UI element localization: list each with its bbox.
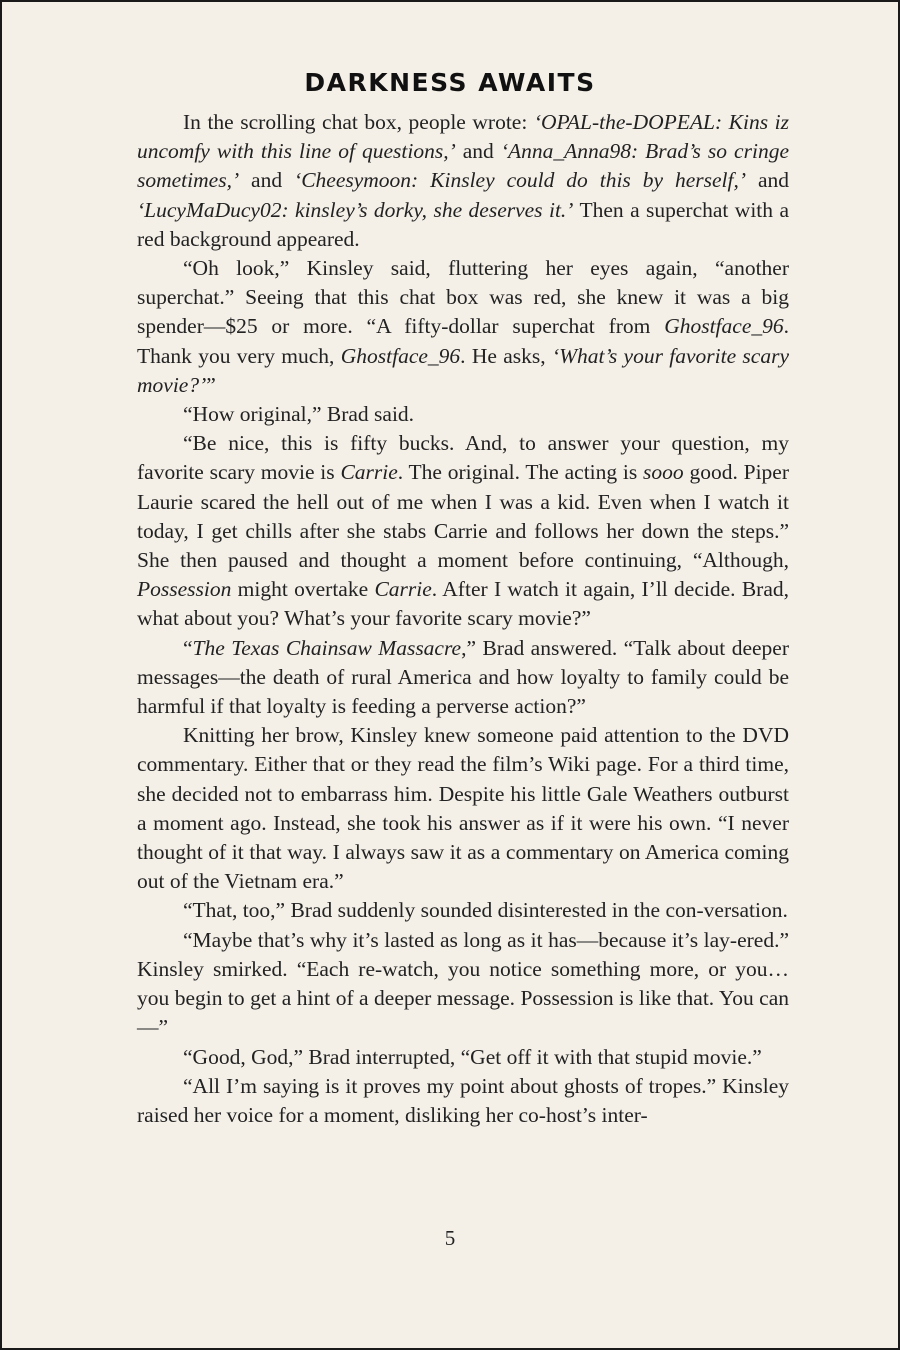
text-run: . The original. The acting is <box>397 460 644 485</box>
text-run: and <box>455 139 501 164</box>
italic-run: ‘OPAL-the-DOPEAL: Kins iz uncomfy with this line of questions,’ <box>137 110 789 164</box>
text-run: “Maybe that’s why it’s lasted as long as it has—because it’s lay-ered.” Kinsley smirked. “Each re-watch, you notice something more, or you… you begin to get a hint of a deeper message. Possession is like that. You can—” <box>137 927 789 1040</box>
italic-run: ‘Cheesymoon: Kinsley could do this by herself,’ <box>294 168 747 193</box>
text-run: . Thank you very much, <box>137 314 789 368</box>
paragraph <box>137 896 789 925</box>
paragraph <box>137 1072 789 1130</box>
text-run: . He asks, <box>460 343 552 368</box>
italic-run: Ghostface_96 <box>664 314 784 339</box>
text-run: “Good, God,” Brad interrupted, “Get off it with that stupid movie.” <box>183 1044 762 1069</box>
text-run: Then a superchat with a red background appeared. <box>137 197 789 251</box>
text-run: might overtake <box>231 577 375 602</box>
italic-run: Carrie <box>340 460 398 485</box>
paragraph <box>137 400 789 429</box>
text-run: . After I watch it again, I’ll decide. Brad, what about you? What’s your favorite scary movie?” <box>137 577 789 631</box>
text-run: “ <box>183 635 193 660</box>
italic-run: Carrie <box>374 577 432 602</box>
page-number: 5 <box>444 1226 456 1250</box>
italic-run: sooo <box>643 460 684 485</box>
text-run: “Oh look,” Kinsley said, fluttering her eyes again, “another superchat.” Seeing that this chat box was red, she knew it was a big spender—$25 or more. “A fifty-dollar superchat from <box>137 256 789 339</box>
paragraph <box>137 254 789 400</box>
text-run: “That, too,” Brad suddenly sounded disinterested in the con-versation. <box>183 898 788 923</box>
text-run: good. Piper Laurie scared the hell out of me when I was a kid. Even when I watch it today, I get chills after she stabs Carrie and follows her down the steps.” She then paused and thought a moment before continuing, “Although, <box>137 460 789 573</box>
paragraph <box>137 429 789 633</box>
italic-run: ‘LucyMaDucy02: kinsley’s dorky, she deserves it.’ <box>137 197 574 222</box>
italic-run: Possession <box>137 577 232 602</box>
italic-run: The Texas Chainsaw Massacre <box>192 635 462 660</box>
text-run: “All I’m saying is it proves my point about ghosts of tropes.” Kinsley raised her voice for a moment, disliking her co-host’s inter- <box>137 1073 789 1127</box>
body-text <box>137 108 789 1130</box>
text-run: “How original,” Brad said. <box>183 402 415 427</box>
text-run: and <box>239 168 295 193</box>
paragraph <box>137 721 789 896</box>
paragraph <box>137 1043 789 1072</box>
text-run: ,” Brad answered. “Talk about deeper messages—the death of rural America and how loyalty to family could be harmful if that loyalty is feeding a perverse action?” <box>137 635 789 719</box>
italic-run: ‘Anna_Anna98: Brad’s so cringe sometimes,’ <box>137 139 789 193</box>
text-run: In the scrolling chat box, people wrote: <box>183 110 534 134</box>
text-run: and <box>746 168 789 193</box>
paragraph <box>137 634 789 722</box>
paragraph <box>137 926 789 1043</box>
text-run: “Be nice, this is fifty bucks. And, to answer your question, my favorite scary movie is <box>137 431 789 485</box>
page-header-title: DARKNESS AWAITS <box>304 68 596 97</box>
text-run: Knitting her brow, Kinsley knew someone paid attention to the DVD commentary. Either that or they read the film’s Wiki page. For a third time, she decided not to embarrass him. Despite his little Gale Weathers outburst a moment ago. Instead, she took his answer as if it were his own. “I never thought of it that way. I always saw it as a commentary on America coming out of the Vietnam era.” <box>137 723 789 894</box>
italic-run: Ghostface_96 <box>340 343 461 368</box>
italic-run: ‘What’s your favorite scary movie?’ <box>137 343 789 397</box>
text-run: ” <box>206 372 216 397</box>
paragraph <box>137 108 789 254</box>
